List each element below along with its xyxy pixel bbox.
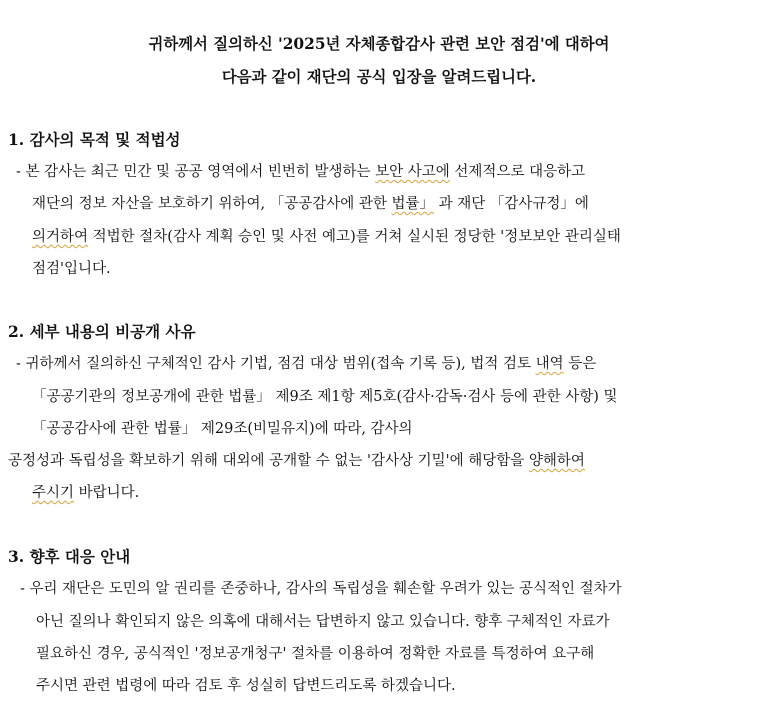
intro-line-2: 다음과 같이 재단의 공식 입장을 알려드립니다. <box>221 68 537 86</box>
section-2-line-5: 주시기 바랍니다. <box>32 485 140 501</box>
section-3-line-3: 필요하신 경우, 공식적인 '정보공개청구' 절차를 이용하여 정확한 자료를 특정하여 요구해 <box>36 646 595 662</box>
section-2-heading: 2. 세부 내용의 비공개 사유 <box>8 322 196 341</box>
intro-line-1: 귀하께서 질의하신 '2025년 자체종합감사 관련 보안 점검'에 대하여 <box>148 35 610 53</box>
section-2-line-2: 「공공기관의 정보공개에 관한 법률」 제9조 제1항 제5호(감사·감독·검사 등에 관한 사항) 및 <box>32 389 618 405</box>
section-3-line-1: - 우리 재단은 도민의 알 권리를 존중하나, 감사의 독립성을 훼손할 우려가 있는 공식적인 절차가 <box>20 581 622 597</box>
section-1-heading: 1. 감사의 목적 및 적법성 <box>8 130 181 149</box>
section-1-line-4: 점검'입니다. <box>32 261 111 277</box>
section-3-line-2: 아닌 질의나 확인되지 않은 의혹에 대해서는 답변하지 않고 있습니다. 향후 구체적인 자료가 <box>36 614 610 630</box>
section-3-line-4: 주시면 관련 법령에 따라 검토 후 성실히 답변드리도록 하겠습니다. <box>36 678 456 694</box>
section-1-line-2: 재단의 정보 자산을 보호하기 위하여, 「공공감사에 관한 법률」 과 재단 「감사규정」에 <box>32 196 589 212</box>
section-2-line-1: - 귀하께서 질의하신 구체적인 감사 기법, 점검 대상 범위(접속 기록 등), 법적 검토 내역 등은 <box>16 356 597 372</box>
section-2-line-3: 「공공감사에 관한 법률」 제29조(비밀유지)에 따라, 감사의 <box>32 421 413 437</box>
section-2-line-4: 공정성과 독립성을 확보하기 위해 대외에 공개할 수 없는 '감사상 기밀'에 해당함을 양해하여 <box>8 453 585 469</box>
section-3-heading: 3. 향후 대응 안내 <box>8 547 131 566</box>
section-1-line-3: 의거하여 적법한 절차(감사 계획 승인 및 사전 예고)를 거쳐 실시된 정당한 '정보보안 관리실태 <box>32 229 621 245</box>
section-1-line-1: - 본 감사는 최근 민간 및 공공 영역에서 빈번히 발생하는 보안 사고에 선제적으로 대응하고 <box>16 164 586 180</box>
